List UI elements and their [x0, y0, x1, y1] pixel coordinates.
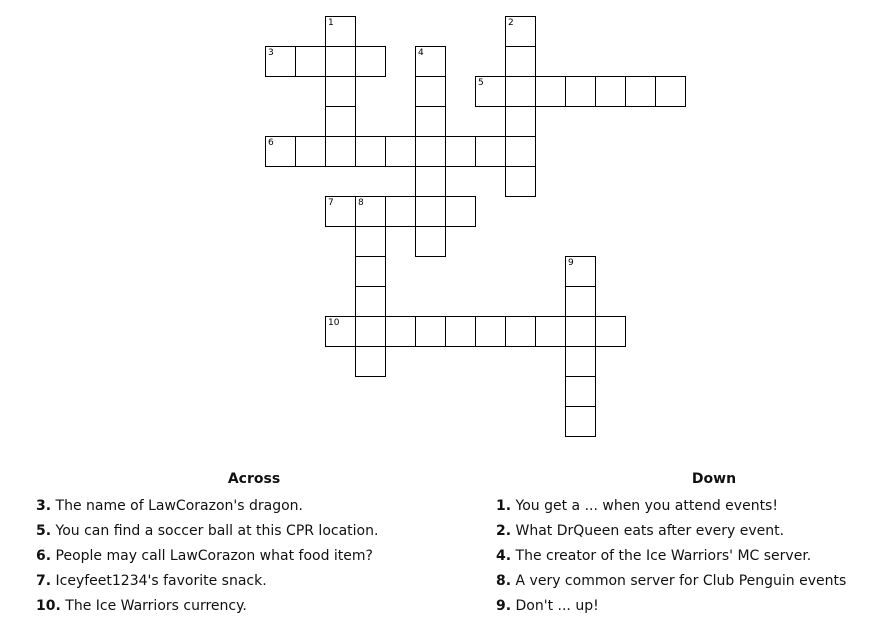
- grid-cell[interactable]: [355, 316, 386, 347]
- cell-number: 5: [478, 78, 484, 88]
- clue-number: 2.: [496, 523, 512, 539]
- grid-cell[interactable]: [385, 196, 416, 227]
- grid-cell[interactable]: [415, 106, 446, 137]
- grid-cell[interactable]: [415, 46, 446, 77]
- clue-number: 10.: [36, 598, 61, 614]
- grid-cell[interactable]: [505, 166, 536, 197]
- cell-number: 2: [508, 18, 514, 28]
- grid-cell[interactable]: [565, 346, 596, 377]
- grid-cell[interactable]: [415, 76, 446, 107]
- clue-text: The creator of the Ice Warriors' MC server.: [515, 548, 812, 564]
- grid-cell[interactable]: [535, 316, 566, 347]
- grid-cell[interactable]: [355, 256, 386, 287]
- grid-cell[interactable]: [595, 76, 626, 107]
- grid-cell[interactable]: [265, 46, 296, 77]
- clue-text: The Ice Warriors currency.: [65, 598, 247, 614]
- clue-number: 1.: [496, 498, 512, 514]
- grid-cell[interactable]: [355, 46, 386, 77]
- grid-cell[interactable]: [475, 76, 506, 107]
- grid-cell[interactable]: [475, 316, 506, 347]
- grid-cell[interactable]: [415, 316, 446, 347]
- grid-cell[interactable]: [355, 136, 386, 167]
- across-clue-5: [36, 519, 476, 544]
- grid-cell[interactable]: [565, 76, 596, 107]
- cell-number: 8: [358, 198, 364, 208]
- clue-number: 6.: [36, 548, 52, 564]
- down-clue-9: [496, 594, 866, 619]
- clue-text: You can find a soccer ball at this CPR location.: [55, 523, 379, 539]
- down-clue-2: [496, 519, 866, 544]
- cell-number: 4: [418, 48, 424, 58]
- clue-text: Don't ... up!: [515, 598, 599, 614]
- grid-cell[interactable]: [355, 286, 386, 317]
- cell-number: 1: [328, 18, 334, 28]
- grid-cell[interactable]: [415, 226, 446, 257]
- cell-number: 9: [568, 258, 574, 268]
- grid-cell[interactable]: [565, 256, 596, 287]
- cell-number: 6: [268, 138, 274, 148]
- grid-cell[interactable]: [505, 106, 536, 137]
- clue-number: 8.: [496, 573, 512, 589]
- grid-cell[interactable]: [565, 376, 596, 407]
- grid-cell[interactable]: [475, 136, 506, 167]
- grid-cell[interactable]: [565, 286, 596, 317]
- cell-number: 7: [328, 198, 334, 208]
- clue-number: 3.: [36, 498, 52, 514]
- grid-cell[interactable]: [505, 76, 536, 107]
- grid-cell[interactable]: [265, 136, 296, 167]
- clue-number: 9.: [496, 598, 512, 614]
- down-clue-4: [496, 544, 866, 569]
- grid-cell[interactable]: [565, 406, 596, 437]
- grid-cell[interactable]: [595, 316, 626, 347]
- across-clue-3: [36, 494, 476, 519]
- clue-text: People may call LawCorazon what food item?: [55, 548, 373, 564]
- grid-cell[interactable]: [355, 196, 386, 227]
- grid-cell[interactable]: [325, 106, 356, 137]
- down-clue-8: [496, 569, 866, 594]
- clue-number: 7.: [36, 573, 52, 589]
- grid-cell[interactable]: [295, 46, 326, 77]
- grid-cell[interactable]: [325, 316, 356, 347]
- grid-cell[interactable]: [445, 196, 476, 227]
- grid-cell[interactable]: [325, 76, 356, 107]
- grid-cell[interactable]: [385, 316, 416, 347]
- across-clue-7: [36, 569, 476, 594]
- grid-cell[interactable]: [385, 136, 416, 167]
- clue-text: A very common server for Club Penguin events: [515, 573, 847, 589]
- down-clue-1: [496, 494, 866, 519]
- grid-cell[interactable]: [505, 46, 536, 77]
- across-clue-10: [36, 594, 476, 619]
- grid-cell[interactable]: [445, 316, 476, 347]
- grid-cell[interactable]: [355, 346, 386, 377]
- grid-cell[interactable]: [325, 136, 356, 167]
- grid-cell[interactable]: [355, 226, 386, 257]
- grid-cell[interactable]: [505, 16, 536, 47]
- clue-text: Iceyfeet1234's favorite snack.: [55, 573, 267, 589]
- across-heading: Across: [227, 471, 281, 487]
- down-clues: [496, 470, 866, 619]
- grid-cell[interactable]: [415, 136, 446, 167]
- grid-cell[interactable]: [535, 76, 566, 107]
- grid-cell[interactable]: [505, 316, 536, 347]
- grid-cell[interactable]: [655, 76, 686, 107]
- grid-cell[interactable]: [415, 166, 446, 197]
- grid-cell[interactable]: [325, 196, 356, 227]
- grid-cell[interactable]: [445, 136, 476, 167]
- grid-cell[interactable]: [325, 46, 356, 77]
- clue-text: What DrQueen eats after every event.: [515, 523, 785, 539]
- cell-number: 3: [268, 48, 274, 58]
- cell-number: 10: [328, 318, 340, 328]
- clue-number: 5.: [36, 523, 52, 539]
- across-clue-6: [36, 544, 476, 569]
- grid-cell[interactable]: [295, 136, 326, 167]
- clue-number: 4.: [496, 548, 512, 564]
- clue-text: The name of LawCorazon's dragon.: [55, 498, 303, 514]
- across-clues: [36, 470, 476, 619]
- grid-cell[interactable]: [415, 196, 446, 227]
- clue-text: You get a ... when you attend events!: [515, 498, 778, 514]
- grid-cell[interactable]: [505, 136, 536, 167]
- grid-cell[interactable]: [325, 16, 356, 47]
- grid-cell[interactable]: [565, 316, 596, 347]
- grid-cell[interactable]: [625, 76, 656, 107]
- down-heading: Down: [691, 471, 737, 487]
